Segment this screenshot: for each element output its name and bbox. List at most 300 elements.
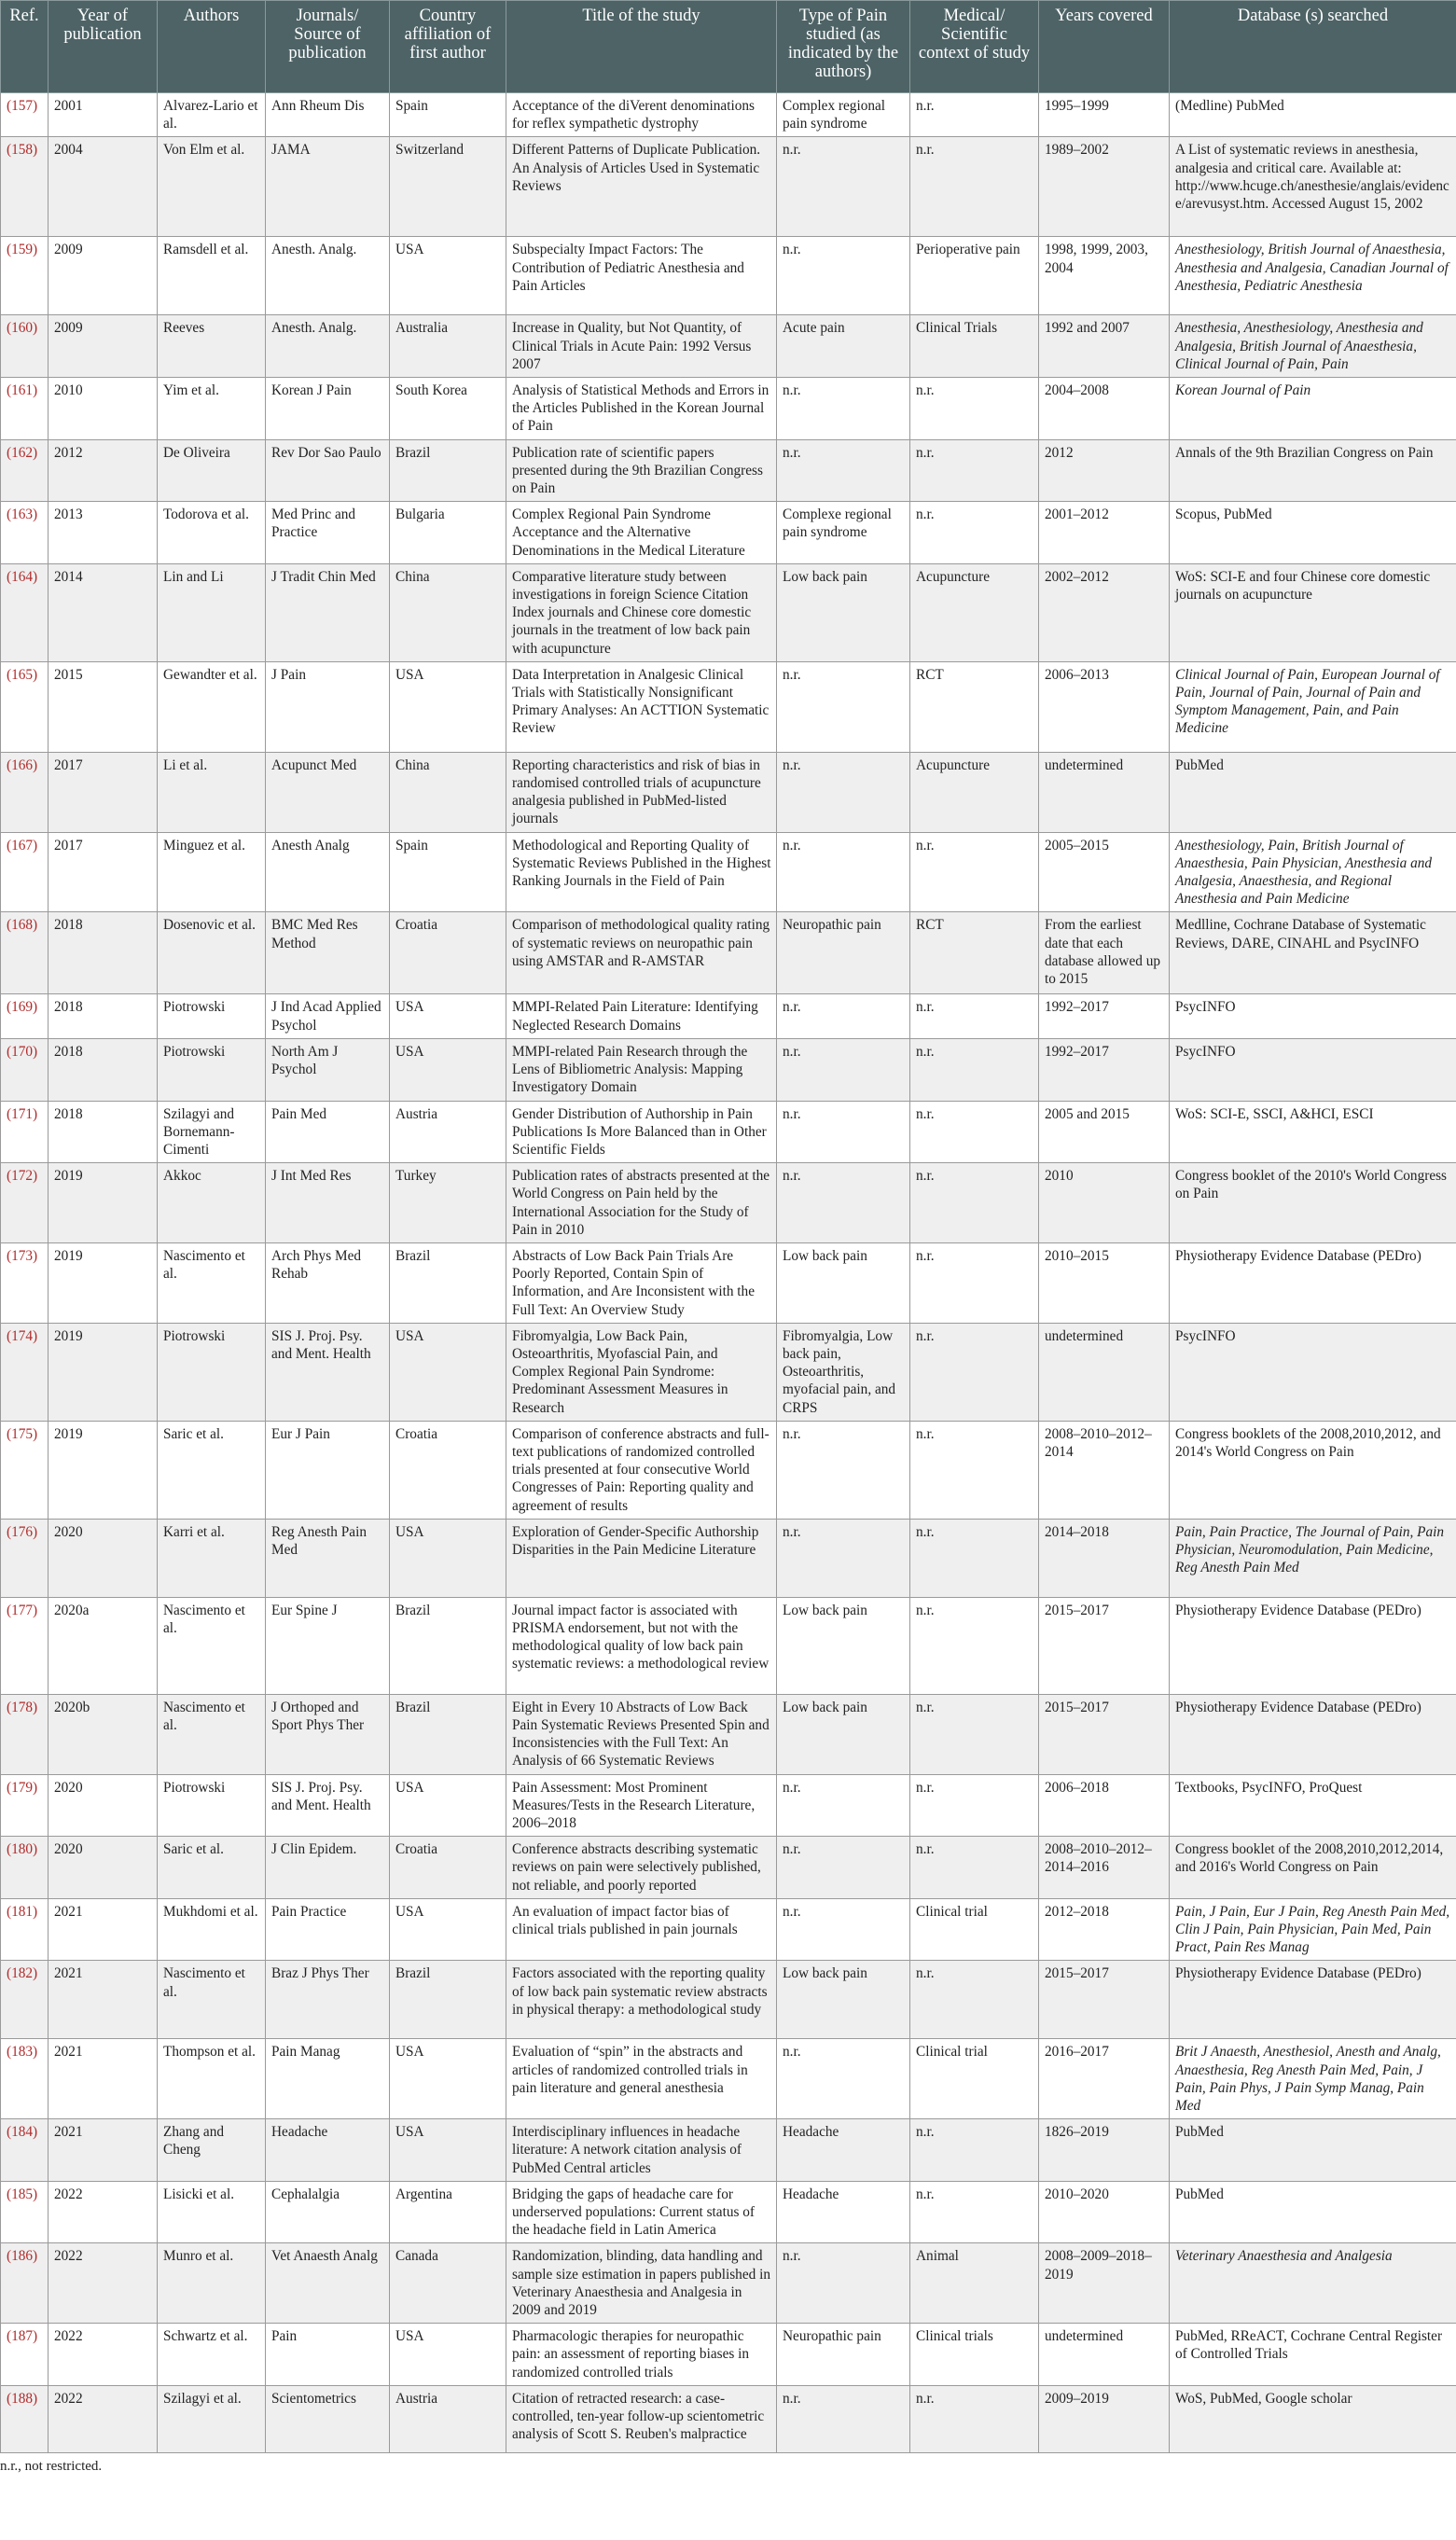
ref-cell[interactable]: (183) bbox=[1, 2039, 49, 2119]
title-cell: Different Patterns of Duplicate Publication. An Analysis of Articles Used in Systematic Reviews bbox=[506, 137, 777, 237]
country-cell: USA bbox=[390, 661, 506, 752]
ref-cell[interactable]: (185) bbox=[1, 2181, 49, 2243]
pain-type-cell: Low back pain bbox=[777, 563, 910, 661]
authors-cell: Yim et al. bbox=[158, 378, 266, 440]
pain-type-cell: Low back pain bbox=[777, 1242, 910, 1323]
year-cell: 2020 bbox=[49, 1774, 158, 1837]
col-header-years-covered: Years covered bbox=[1039, 1, 1170, 93]
journal-cell: Braz J Phys Ther bbox=[266, 1961, 390, 2039]
authors-cell: Lin and Li bbox=[158, 563, 266, 661]
header-row bbox=[1, 1, 1456, 93]
years-covered-cell: 2008–2009–2018–2019 bbox=[1039, 2243, 1170, 2324]
pain-type-cell: n.r. bbox=[777, 1421, 910, 1519]
years-covered-cell: 2008–2010–2012–2014–2016 bbox=[1039, 1837, 1170, 1899]
context-cell: n.r. bbox=[910, 832, 1039, 912]
context-cell: n.r. bbox=[910, 1101, 1039, 1163]
years-covered-cell: 2006–2018 bbox=[1039, 1774, 1170, 1837]
pain-type-cell: Acute pain bbox=[777, 315, 910, 378]
context-cell: n.r. bbox=[910, 2181, 1039, 2243]
pain-type-cell: Headache bbox=[777, 2119, 910, 2182]
year-cell: 2021 bbox=[49, 1961, 158, 2039]
table-row bbox=[1, 1519, 1456, 1597]
authors-cell: Todorova et al. bbox=[158, 502, 266, 564]
year-cell: 2021 bbox=[49, 1898, 158, 1961]
journal-cell: J Clin Epidem. bbox=[266, 1837, 390, 1899]
database-cell: Korean Journal of Pain bbox=[1170, 378, 1456, 440]
year-cell: 2020b bbox=[49, 1694, 158, 1774]
journal-cell: Pain Practice bbox=[266, 1898, 390, 1961]
title-cell: Pharmacologic therapies for neuropathic pain: an assessment of reporting biases in randomized controlled trials bbox=[506, 2324, 777, 2386]
context-cell: RCT bbox=[910, 661, 1039, 752]
context-cell: n.r. bbox=[910, 137, 1039, 237]
years-covered-cell: 2015–2017 bbox=[1039, 1597, 1170, 1694]
years-covered-cell: 1995–1999 bbox=[1039, 93, 1170, 137]
country-cell: USA bbox=[390, 1038, 506, 1101]
database-cell: PubMed bbox=[1170, 2119, 1456, 2182]
ref-cell[interactable]: (174) bbox=[1, 1323, 49, 1421]
country-cell: Australia bbox=[390, 315, 506, 378]
year-cell: 2019 bbox=[49, 1242, 158, 1323]
database-cell: PsycINFO bbox=[1170, 1323, 1456, 1421]
pain-type-cell: Low back pain bbox=[777, 1597, 910, 1694]
authors-cell: De Oliveira bbox=[158, 439, 266, 502]
col-header-journal: Journals/ Source of publication bbox=[266, 1, 390, 93]
ref-cell[interactable]: (176) bbox=[1, 1519, 49, 1597]
authors-cell: Dosenovic et al. bbox=[158, 912, 266, 994]
table-row bbox=[1, 832, 1456, 912]
ref-cell[interactable]: (179) bbox=[1, 1774, 49, 1837]
authors-cell: Munro et al. bbox=[158, 2243, 266, 2324]
years-covered-cell: 2012 bbox=[1039, 439, 1170, 502]
country-cell: Brazil bbox=[390, 1961, 506, 2039]
col-header-authors: Authors bbox=[158, 1, 266, 93]
database-cell: Medlline, Cochrane Database of Systematic Reviews, DARE, CINAHL and PsycINFO bbox=[1170, 912, 1456, 994]
database-cell: Congress booklet of the 2008,2010,2012,2014, and 2016's World Congress on Pain bbox=[1170, 1837, 1456, 1899]
ref-cell[interactable]: (188) bbox=[1, 2385, 49, 2452]
country-cell: USA bbox=[390, 2039, 506, 2119]
ref-cell[interactable]: (165) bbox=[1, 661, 49, 752]
years-covered-cell: 2001–2012 bbox=[1039, 502, 1170, 564]
title-cell: Pain Assessment: Most Prominent Measures/Tests in the Research Literature, 2006–2018 bbox=[506, 1774, 777, 1837]
country-cell: USA bbox=[390, 2119, 506, 2182]
database-cell: Scopus, PubMed bbox=[1170, 502, 1456, 564]
title-cell: Bridging the gaps of headache care for underserved populations: Current status of the headache field in Latin America bbox=[506, 2181, 777, 2243]
title-cell: Comparison of methodological quality rating of systematic reviews on neuropathic pain using AMSTAR and R-AMSTAR bbox=[506, 912, 777, 994]
context-cell: Clinical trials bbox=[910, 2324, 1039, 2386]
authors-cell: Zhang and Cheng bbox=[158, 2119, 266, 2182]
authors-cell: Szilagyi et al. bbox=[158, 2385, 266, 2452]
col-header-ref: Ref. bbox=[1, 1, 49, 93]
ref-cell[interactable]: (178) bbox=[1, 1694, 49, 1774]
authors-cell: Piotrowski bbox=[158, 1038, 266, 1101]
year-cell: 2010 bbox=[49, 378, 158, 440]
pain-type-cell: n.r. bbox=[777, 237, 910, 315]
context-cell: Acupuncture bbox=[910, 563, 1039, 661]
database-cell: Anesthesia, Anesthesiology, Anesthesia and Analgesia, British Journal of Anaesthesia, Clinical Journal of Pain, Pain bbox=[1170, 315, 1456, 378]
context-cell: Clinical trial bbox=[910, 2039, 1039, 2119]
pain-type-cell: Headache bbox=[777, 2181, 910, 2243]
journal-cell: Cephalalgia bbox=[266, 2181, 390, 2243]
years-covered-cell: 1998, 1999, 2003, 2004 bbox=[1039, 237, 1170, 315]
country-cell: Brazil bbox=[390, 439, 506, 502]
table-row bbox=[1, 752, 1456, 832]
country-cell: USA bbox=[390, 1774, 506, 1837]
country-cell: Croatia bbox=[390, 1837, 506, 1899]
journal-cell: J Tradit Chin Med bbox=[266, 563, 390, 661]
country-cell: USA bbox=[390, 2324, 506, 2386]
journal-cell: Arch Phys Med Rehab bbox=[266, 1242, 390, 1323]
pain-type-cell: n.r. bbox=[777, 1837, 910, 1899]
authors-cell: Thompson et al. bbox=[158, 2039, 266, 2119]
year-cell: 2018 bbox=[49, 994, 158, 1038]
authors-cell: Nascimento et al. bbox=[158, 1961, 266, 2039]
year-cell: 2020a bbox=[49, 1597, 158, 1694]
year-cell: 2017 bbox=[49, 752, 158, 832]
year-cell: 2018 bbox=[49, 912, 158, 994]
authors-cell: Lisicki et al. bbox=[158, 2181, 266, 2243]
context-cell: Clinical Trials bbox=[910, 315, 1039, 378]
title-cell: Eight in Every 10 Abstracts of Low Back Pain Systematic Reviews Presented Spin and Inconsistencies with the Full Text: An Analysis of 66 Systematic Reviews bbox=[506, 1694, 777, 1774]
title-cell: Randomization, blinding, data handling and sample size estimation in papers published in Veterinary Anaesthesia and Analgesia in 2009 and 2019 bbox=[506, 2243, 777, 2324]
ref-cell[interactable]: (166) bbox=[1, 752, 49, 832]
table-row bbox=[1, 93, 1456, 137]
pain-type-cell: n.r. bbox=[777, 137, 910, 237]
title-cell: Subspecialty Impact Factors: The Contribution of Pediatric Anesthesia and Pain Articles bbox=[506, 237, 777, 315]
year-cell: 2004 bbox=[49, 137, 158, 237]
authors-cell: Nascimento et al. bbox=[158, 1242, 266, 1323]
authors-cell: Schwartz et al. bbox=[158, 2324, 266, 2386]
journal-cell: JAMA bbox=[266, 137, 390, 237]
year-cell: 2021 bbox=[49, 2039, 158, 2119]
journal-cell: J Orthoped and Sport Phys Ther bbox=[266, 1694, 390, 1774]
journal-cell: BMC Med Res Method bbox=[266, 912, 390, 994]
ref-cell[interactable]: (177) bbox=[1, 1597, 49, 1694]
ref-cell[interactable]: (169) bbox=[1, 994, 49, 1038]
pain-type-cell: n.r. bbox=[777, 2385, 910, 2452]
title-cell: Methodological and Reporting Quality of Systematic Reviews Published in the Highest Ranking Journals in the Field of Pain bbox=[506, 832, 777, 912]
journal-cell: Eur Spine J bbox=[266, 1597, 390, 1694]
context-cell: n.r. bbox=[910, 2119, 1039, 2182]
journal-cell: Scientometrics bbox=[266, 2385, 390, 2452]
ref-cell[interactable]: (187) bbox=[1, 2324, 49, 2386]
journal-cell: North Am J Psychol bbox=[266, 1038, 390, 1101]
context-cell: n.r. bbox=[910, 994, 1039, 1038]
database-cell: PsycINFO bbox=[1170, 1038, 1456, 1101]
year-cell: 2020 bbox=[49, 1837, 158, 1899]
journal-cell: Korean J Pain bbox=[266, 378, 390, 440]
table-row bbox=[1, 1961, 1456, 2039]
authors-cell: Alvarez-Lario et al. bbox=[158, 93, 266, 137]
years-covered-cell: 2004–2008 bbox=[1039, 378, 1170, 440]
journal-cell: Pain Manag bbox=[266, 2039, 390, 2119]
journal-cell: Reg Anesth Pain Med bbox=[266, 1519, 390, 1597]
country-cell: Spain bbox=[390, 832, 506, 912]
years-covered-cell: 2008–2010–2012–2014 bbox=[1039, 1421, 1170, 1519]
table-row bbox=[1, 2385, 1456, 2452]
pain-type-cell: Complexe regional pain syndrome bbox=[777, 502, 910, 564]
years-covered-cell: 2015–2017 bbox=[1039, 1961, 1170, 2039]
year-cell: 2018 bbox=[49, 1038, 158, 1101]
database-cell: WoS, PubMed, Google scholar bbox=[1170, 2385, 1456, 2452]
table-row bbox=[1, 1774, 1456, 1837]
country-cell: USA bbox=[390, 994, 506, 1038]
context-cell: n.r. bbox=[910, 1774, 1039, 1837]
table-row bbox=[1, 439, 1456, 502]
year-cell: 2022 bbox=[49, 2181, 158, 2243]
country-cell: Brazil bbox=[390, 1597, 506, 1694]
years-covered-cell: undetermined bbox=[1039, 752, 1170, 832]
database-cell: PubMed bbox=[1170, 2181, 1456, 2243]
ref-cell[interactable]: (164) bbox=[1, 563, 49, 661]
table-row bbox=[1, 1038, 1456, 1101]
table-row bbox=[1, 137, 1456, 237]
authors-cell: Nascimento et al. bbox=[158, 1597, 266, 1694]
context-cell: n.r. bbox=[910, 93, 1039, 137]
year-cell: 2022 bbox=[49, 2385, 158, 2452]
database-cell: A List of systematic reviews in anesthesia, analgesia and critical care. Available at: http://www.hcuge.ch/anesthesie/anglais/evidence/arevusyst.htm. Accessed August 15, 2002 bbox=[1170, 137, 1456, 237]
country-cell: Brazil bbox=[390, 1694, 506, 1774]
years-covered-cell: 1992 and 2007 bbox=[1039, 315, 1170, 378]
database-cell: WoS: SCI-E and four Chinese core domestic journals on acupuncture bbox=[1170, 563, 1456, 661]
years-covered-cell: 2016–2017 bbox=[1039, 2039, 1170, 2119]
ref-cell[interactable]: (158) bbox=[1, 137, 49, 237]
authors-cell: Akkoc bbox=[158, 1163, 266, 1243]
table-row bbox=[1, 2039, 1456, 2119]
title-cell: Interdisciplinary influences in headache literature: A network citation analysis of PubMed Central articles bbox=[506, 2119, 777, 2182]
years-covered-cell: 2009–2019 bbox=[1039, 2385, 1170, 2452]
country-cell: Austria bbox=[390, 1101, 506, 1163]
journal-cell: SIS J. Proj. Psy. and Ment. Health bbox=[266, 1774, 390, 1837]
ref-cell[interactable]: (168) bbox=[1, 912, 49, 994]
authors-cell: Nascimento et al. bbox=[158, 1694, 266, 1774]
context-cell: n.r. bbox=[910, 1694, 1039, 1774]
ref-cell[interactable]: (186) bbox=[1, 2243, 49, 2324]
journal-cell: Eur J Pain bbox=[266, 1421, 390, 1519]
ref-cell[interactable]: (175) bbox=[1, 1421, 49, 1519]
year-cell: 2021 bbox=[49, 2119, 158, 2182]
journal-cell: Anesth Analg bbox=[266, 832, 390, 912]
title-cell: Complex Regional Pain Syndrome Acceptance and the Alternative Denominations in the Medical Literature bbox=[506, 502, 777, 564]
country-cell: Argentina bbox=[390, 2181, 506, 2243]
pain-type-cell: Fibromyalgia, Low back pain, Osteoarthritis, myofacial pain, and CRPS bbox=[777, 1323, 910, 1421]
authors-cell: Reeves bbox=[158, 315, 266, 378]
title-cell: Increase in Quality, but Not Quantity, of Clinical Trials in Acute Pain: 1992 Versus 2007 bbox=[506, 315, 777, 378]
country-cell: Bulgaria bbox=[390, 502, 506, 564]
country-cell: South Korea bbox=[390, 378, 506, 440]
table-row bbox=[1, 1421, 1456, 1519]
ref-cell[interactable]: (162) bbox=[1, 439, 49, 502]
pain-type-cell: n.r. bbox=[777, 1038, 910, 1101]
pain-type-cell: n.r. bbox=[777, 378, 910, 440]
title-cell: Publication rate of scientific papers presented during the 9th Brazilian Congress on Pain bbox=[506, 439, 777, 502]
title-cell: An evaluation of impact factor bias of clinical trials published in pain journals bbox=[506, 1898, 777, 1961]
years-covered-cell: undetermined bbox=[1039, 2324, 1170, 2386]
pain-type-cell: Complex regional pain syndrome bbox=[777, 93, 910, 137]
context-cell: Perioperative pain bbox=[910, 237, 1039, 315]
pain-type-cell: n.r. bbox=[777, 752, 910, 832]
context-cell: n.r. bbox=[910, 502, 1039, 564]
table-row bbox=[1, 502, 1456, 564]
title-cell: Evaluation of “spin” in the abstracts and articles of randomized controlled trials in pain literature and general anesthesia bbox=[506, 2039, 777, 2119]
col-header-year: Year of publication bbox=[49, 1, 158, 93]
context-cell: n.r. bbox=[910, 1323, 1039, 1421]
database-cell: Annals of the 9th Brazilian Congress on Pain bbox=[1170, 439, 1456, 502]
ref-cell[interactable]: (172) bbox=[1, 1163, 49, 1243]
journal-cell: Pain Med bbox=[266, 1101, 390, 1163]
pain-type-cell: n.r. bbox=[777, 1898, 910, 1961]
table-row bbox=[1, 994, 1456, 1038]
database-cell: Anesthesiology, Pain, British Journal of Anaesthesia, Pain Physician, Anesthesia and Analgesia, Anaesthesia, and Regional Anesthesia and Pain Medicine bbox=[1170, 832, 1456, 912]
database-cell: Physiotherapy Evidence Database (PEDro) bbox=[1170, 1961, 1456, 2039]
title-cell: MMPI-Related Pain Literature: Identifying Neglected Research Domains bbox=[506, 994, 777, 1038]
col-header-database: Database (s) searched bbox=[1170, 1, 1456, 93]
col-header-pain-type: Type of Pain studied (as indicated by the authors) bbox=[777, 1, 910, 93]
database-cell: WoS: SCI-E, SSCI, A&HCI, ESCI bbox=[1170, 1101, 1456, 1163]
ref-cell[interactable]: (180) bbox=[1, 1837, 49, 1899]
table-row bbox=[1, 1898, 1456, 1961]
authors-cell: Saric et al. bbox=[158, 1837, 266, 1899]
context-cell: n.r. bbox=[910, 1519, 1039, 1597]
authors-cell: Piotrowski bbox=[158, 1323, 266, 1421]
year-cell: 2019 bbox=[49, 1421, 158, 1519]
country-cell: Croatia bbox=[390, 912, 506, 994]
table-row bbox=[1, 237, 1456, 315]
context-cell: n.r. bbox=[910, 1961, 1039, 2039]
ref-cell[interactable]: (184) bbox=[1, 2119, 49, 2182]
authors-cell: Li et al. bbox=[158, 752, 266, 832]
context-cell: n.r. bbox=[910, 1837, 1039, 1899]
country-cell: USA bbox=[390, 1323, 506, 1421]
authors-cell: Karri et al. bbox=[158, 1519, 266, 1597]
journal-cell: Anesth. Analg. bbox=[266, 315, 390, 378]
database-cell: Physiotherapy Evidence Database (PEDro) bbox=[1170, 1597, 1456, 1694]
ref-cell[interactable]: (171) bbox=[1, 1101, 49, 1163]
ref-cell[interactable]: (157) bbox=[1, 93, 49, 137]
pain-type-cell: Neuropathic pain bbox=[777, 912, 910, 994]
table-row bbox=[1, 1101, 1456, 1163]
ref-cell[interactable]: (181) bbox=[1, 1898, 49, 1961]
pain-type-cell: n.r. bbox=[777, 994, 910, 1038]
authors-cell: Mukhdomi et al. bbox=[158, 1898, 266, 1961]
country-cell: USA bbox=[390, 1898, 506, 1961]
year-cell: 2001 bbox=[49, 93, 158, 137]
title-cell: Exploration of Gender-Specific Authorship Disparities in the Pain Medicine Literature bbox=[506, 1519, 777, 1597]
ref-cell[interactable]: (160) bbox=[1, 315, 49, 378]
context-cell: n.r. bbox=[910, 378, 1039, 440]
pain-type-cell: n.r. bbox=[777, 2243, 910, 2324]
years-covered-cell: 2015–2017 bbox=[1039, 1694, 1170, 1774]
country-cell: Austria bbox=[390, 2385, 506, 2452]
country-cell: China bbox=[390, 752, 506, 832]
database-cell: Physiotherapy Evidence Database (PEDro) bbox=[1170, 1694, 1456, 1774]
year-cell: 2019 bbox=[49, 1323, 158, 1421]
ref-cell[interactable]: (182) bbox=[1, 1961, 49, 2039]
database-cell: PubMed bbox=[1170, 752, 1456, 832]
pain-type-cell: Low back pain bbox=[777, 1694, 910, 1774]
pain-type-cell: n.r. bbox=[777, 2039, 910, 2119]
years-covered-cell: 1992–2017 bbox=[1039, 994, 1170, 1038]
year-cell: 2019 bbox=[49, 1163, 158, 1243]
table-row bbox=[1, 1163, 1456, 1243]
authors-cell: Gewandter et al. bbox=[158, 661, 266, 752]
year-cell: 2017 bbox=[49, 832, 158, 912]
ref-cell[interactable]: (170) bbox=[1, 1038, 49, 1101]
year-cell: 2022 bbox=[49, 2243, 158, 2324]
table-row bbox=[1, 2243, 1456, 2324]
authors-cell: Piotrowski bbox=[158, 994, 266, 1038]
pain-type-cell: n.r. bbox=[777, 1519, 910, 1597]
table-row bbox=[1, 563, 1456, 661]
journal-cell: Ann Rheum Dis bbox=[266, 93, 390, 137]
title-cell: Abstracts of Low Back Pain Trials Are Poorly Reported, Contain Spin of Information, and Are Inconsistent with the Full Text: An Overview Study bbox=[506, 1242, 777, 1323]
year-cell: 2018 bbox=[49, 1101, 158, 1163]
years-covered-cell: 2005–2015 bbox=[1039, 832, 1170, 912]
years-covered-cell: 2002–2012 bbox=[1039, 563, 1170, 661]
country-cell: Brazil bbox=[390, 1242, 506, 1323]
title-cell: Journal impact factor is associated with PRISMA endorsement, but not with the methodological quality of low back pain systematic reviews: a methodological review bbox=[506, 1597, 777, 1694]
country-cell: Canada bbox=[390, 2243, 506, 2324]
table-row bbox=[1, 2181, 1456, 2243]
journal-cell: J Pain bbox=[266, 661, 390, 752]
title-cell: Conference abstracts describing systematic reviews on pain were selectively published, not reliable, and poorly reported bbox=[506, 1837, 777, 1899]
authors-cell: Saric et al. bbox=[158, 1421, 266, 1519]
context-cell: n.r. bbox=[910, 1421, 1039, 1519]
ref-cell[interactable]: (163) bbox=[1, 502, 49, 564]
years-covered-cell: undetermined bbox=[1039, 1323, 1170, 1421]
context-cell: Animal bbox=[910, 2243, 1039, 2324]
table-footnote: n.r., not restricted. bbox=[0, 2458, 103, 2474]
database-cell: Pain, Pain Practice, The Journal of Pain, Pain Physician, Neuromodulation, Pain Medicine, Reg Anesth Pain Med bbox=[1170, 1519, 1456, 1597]
table-row bbox=[1, 1837, 1456, 1899]
year-cell: 2015 bbox=[49, 661, 158, 752]
title-cell: Reporting characteristics and risk of bias in randomised controlled trials of acupuncture analgesia published in PubMed-listed journals bbox=[506, 752, 777, 832]
title-cell: Data Interpretation in Analgesic Clinical Trials with Statistically Nonsignificant Primary Analyses: An ACTTION Systematic Review bbox=[506, 661, 777, 752]
journal-cell: Pain bbox=[266, 2324, 390, 2386]
years-covered-cell: 1826–2019 bbox=[1039, 2119, 1170, 2182]
journal-cell: J Int Med Res bbox=[266, 1163, 390, 1243]
journal-cell: Rev Dor Sao Paulo bbox=[266, 439, 390, 502]
year-cell: 2013 bbox=[49, 502, 158, 564]
ref-cell[interactable]: (161) bbox=[1, 378, 49, 440]
ref-cell[interactable]: (167) bbox=[1, 832, 49, 912]
authors-cell: Minguez et al. bbox=[158, 832, 266, 912]
country-cell: Croatia bbox=[390, 1421, 506, 1519]
title-cell: Comparison of conference abstracts and full-text publications of randomized controlled trials presented at four consecutive World Congresses of Pain: Reporting quality and agreement of results bbox=[506, 1421, 777, 1519]
context-cell: n.r. bbox=[910, 1242, 1039, 1323]
database-cell: Pain, J Pain, Eur J Pain, Reg Anesth Pain Med, Clin J Pain, Pain Physician, Pain Med, Pain Pract, Pain Res Manag bbox=[1170, 1898, 1456, 1961]
database-cell: (Medline) PubMed bbox=[1170, 93, 1456, 137]
country-cell: USA bbox=[390, 237, 506, 315]
journal-cell: Anesth. Analg. bbox=[266, 237, 390, 315]
title-cell: Analysis of Statistical Methods and Errors in the Articles Published in the Korean Journal of Pain bbox=[506, 378, 777, 440]
country-cell: USA bbox=[390, 1519, 506, 1597]
table-row bbox=[1, 1694, 1456, 1774]
year-cell: 2009 bbox=[49, 237, 158, 315]
country-cell: Spain bbox=[390, 93, 506, 137]
context-cell: n.r. bbox=[910, 439, 1039, 502]
ref-cell[interactable]: (173) bbox=[1, 1242, 49, 1323]
country-cell: China bbox=[390, 563, 506, 661]
years-covered-cell: From the earliest date that each database allowed up to 2015 bbox=[1039, 912, 1170, 994]
years-covered-cell: 2010 bbox=[1039, 1163, 1170, 1243]
years-covered-cell: 2006–2013 bbox=[1039, 661, 1170, 752]
ref-cell[interactable]: (159) bbox=[1, 237, 49, 315]
pain-type-cell: n.r. bbox=[777, 832, 910, 912]
authors-cell: Piotrowski bbox=[158, 1774, 266, 1837]
journal-cell: J Ind Acad Applied Psychol bbox=[266, 994, 390, 1038]
journal-cell: Med Princ and Practice bbox=[266, 502, 390, 564]
pain-type-cell: n.r. bbox=[777, 1101, 910, 1163]
